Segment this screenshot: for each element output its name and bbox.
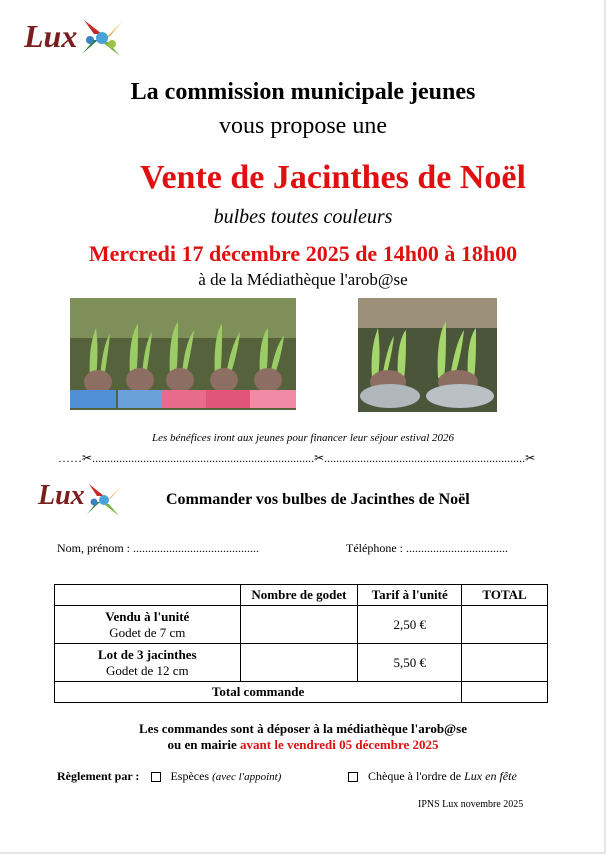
sale-title: Vente de Jacinthes de Noël [140, 159, 526, 196]
payment-label: Règlement par : [57, 769, 140, 783]
product-cell [55, 606, 241, 644]
order-table [54, 584, 548, 703]
hyacinth-photo-left [70, 298, 296, 410]
hyacinth-photo-right [358, 298, 497, 412]
scissors-icon: ✂ [525, 451, 536, 465]
phone-field[interactable]: Téléphone : .................................. [346, 541, 508, 555]
cash-option: Espèces [170, 769, 210, 783]
cash-checkbox[interactable] [151, 772, 161, 782]
cash-note: (avec l'appoint) [212, 771, 282, 783]
dotted-line: ................................................................... [324, 451, 526, 465]
deposit-line-1: Les commandes sont à déposer à la médiathèque l'arob@se [139, 721, 467, 736]
deposit-deadline: avant le vendredi 05 décembre 2025 [240, 737, 439, 752]
event-place: à de la Médiathèque l'arob@se [198, 270, 408, 289]
price-cell: 5,50 € [358, 644, 462, 682]
quantity-cell[interactable] [240, 606, 358, 644]
total-cell[interactable] [462, 606, 548, 644]
table-row [55, 644, 548, 682]
product-title: Lot de 3 jacinthes [97, 646, 197, 662]
lux-logo-order [36, 478, 124, 522]
table-header: Tarif à l'unité [358, 585, 462, 606]
hyacinth-pots-image [358, 298, 497, 412]
commission-heading: La commission municipale jeunes [130, 79, 476, 105]
grand-total-cell[interactable] [462, 682, 548, 703]
product-size: Godet de 7 cm [109, 624, 186, 640]
bulbs-subtitle: bulbes toutes couleurs [213, 206, 393, 228]
logo-text: Lux [38, 480, 85, 511]
table-header: TOTAL [462, 585, 548, 606]
lux-logo-top [22, 14, 126, 64]
total-label: Total commande [55, 682, 462, 703]
benefits-note: Les bénéfices iront aux jeunes pour financer leur séjour estival 2026 [151, 432, 455, 444]
ipns-footer: IPNS Lux novembre 2025 [418, 799, 524, 810]
cut-line [58, 451, 546, 471]
proposal-line: vous propose une [219, 113, 387, 139]
table-header: Nombre de godet [240, 585, 358, 606]
scissors-icon: ✂ [314, 451, 325, 465]
hyacinth-pots-image [70, 298, 296, 410]
table-header [55, 585, 241, 606]
name-field[interactable]: Nom, prénom : .......................................... [57, 541, 259, 555]
table-row [55, 606, 548, 644]
table-header-row [55, 585, 548, 606]
cheque-payee: Lux en fête [464, 769, 517, 783]
order-title: Commander vos bulbes de Jacinthes de Noël [166, 491, 470, 508]
product-cell [55, 644, 241, 682]
quantity-cell[interactable] [240, 644, 358, 682]
deposit-line-2 [0, 737, 606, 753]
dotted-line: …… [58, 451, 82, 465]
dotted-line: .......................................................................... [92, 451, 315, 465]
total-cell[interactable] [462, 644, 548, 682]
scissors-icon: ✂ [82, 451, 93, 465]
logo-text: Lux [24, 18, 78, 54]
total-row [55, 682, 548, 703]
deposit-prefix: ou en mairie [167, 737, 241, 752]
product-title: Vendu à l'unité [105, 608, 190, 624]
cheque-option-row [348, 769, 517, 784]
cheque-checkbox[interactable] [348, 772, 358, 782]
event-date: Mercredi 17 décembre 2025 de 14h00 à 18h00 [88, 241, 518, 266]
price-cell: 2,50 € [358, 606, 462, 644]
cheque-option: Chèque à l'ordre de [368, 769, 465, 783]
product-size: Godet de 12 cm [105, 662, 189, 678]
